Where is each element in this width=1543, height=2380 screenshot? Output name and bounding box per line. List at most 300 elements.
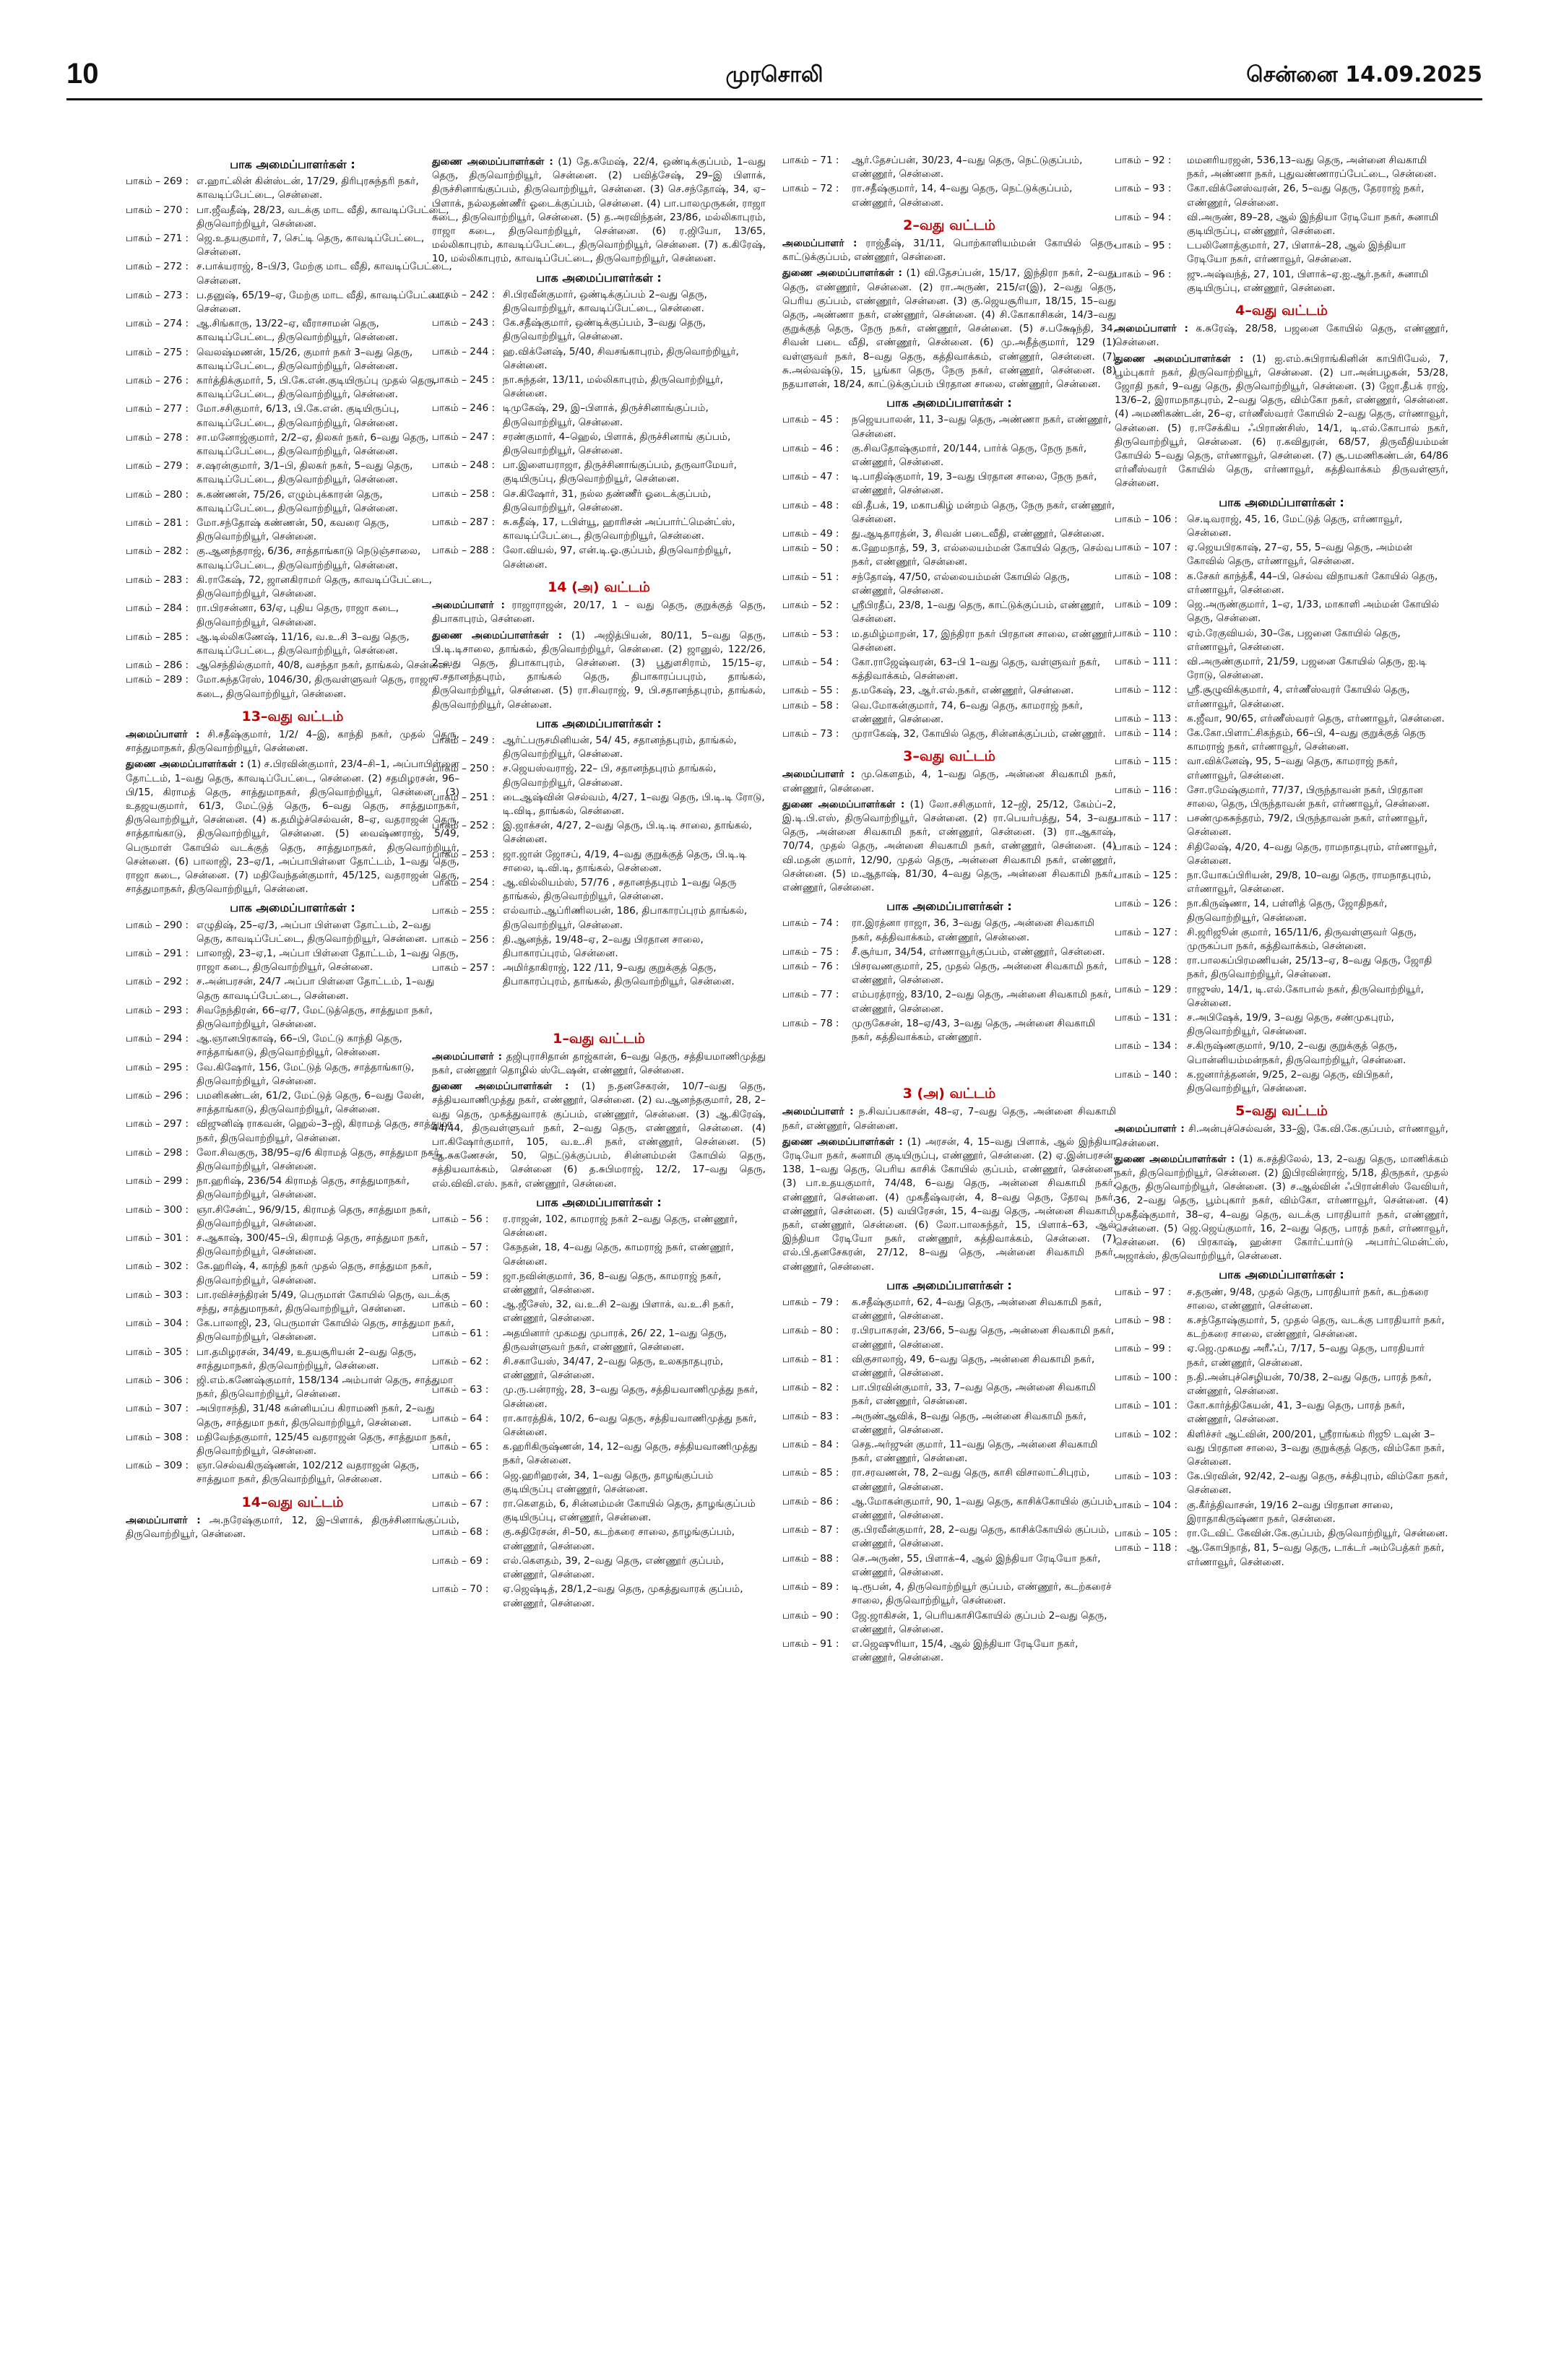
role-label: அமைப்பாளர் :	[782, 1106, 854, 1118]
ward-heading: 2–வது வட்டம்	[903, 217, 995, 233]
booth-number: பாகம் – 251 :	[432, 791, 496, 803]
booth-entry	[1115, 954, 1448, 982]
booth-number: பாகம் – 116 :	[1115, 784, 1178, 796]
role-label: துணை அமைப்பாளர்கள் :	[1115, 1153, 1235, 1165]
booth-agent: ப.தனுஷ், 65/19–ஏ, மேற்கு மாட வீதி, காவடிப்பேட்டை, சென்னை.	[196, 289, 449, 316]
booth-entry	[1115, 182, 1448, 209]
booth-entry	[432, 1583, 766, 1610]
booth-number: பாகம் – 300 :	[126, 1203, 189, 1216]
booth-entry	[782, 960, 1116, 987]
role-label: துணை அமைப்பாளர்கள் :	[432, 156, 553, 168]
booth-agent: ம.தமிழ்மாறன், 17, இந்திரா நகர் பிரதான சாலை, எண்ணூர், சென்னை.	[852, 628, 1116, 654]
booth-agent: பா.தமிழரசன், 34/49, உதயசூரியன் 2–வது தெரு, சாத்துமாநகர், திருவொற்றியூர், சென்னை.	[196, 1346, 417, 1372]
booth-entry	[1115, 1470, 1448, 1497]
booth-entry	[432, 430, 766, 458]
booth-entry	[432, 1526, 766, 1553]
booth-agent: ரா.டேவிட் கேவின்.கே.குப்பம், திருவொற்றியூர், சென்னை.	[1187, 1528, 1448, 1540]
booth-number: பாகம் – 113 :	[1115, 712, 1178, 724]
booth-agent: ச.அபிஷேக், 19/9, 3–வது தெரு, சண்முகபுரம், திருவொற்றியூர், சென்னை.	[1187, 1011, 1394, 1038]
booth-entry	[782, 1466, 1116, 1494]
booth-agent: மமனரியரஜன், 536,13–வது தெரு, அன்னை சிவகாமி நகர், அண்ணா நகர், புதுவண்ணாரப்பேட்டை, சென்னை.	[1187, 155, 1437, 181]
booth-number: பாகம் – 86 :	[782, 1495, 839, 1507]
booth-number: பாகம் – 51 :	[782, 571, 839, 583]
booth-number: பாகம் – 105 :	[1115, 1528, 1178, 1540]
booth-number: பாகம் – 271 :	[126, 233, 189, 245]
booth-agent: ச.தருண், 9/48, முதல் தெரு, பாரதியார் நகர், கடற்கரை சாலை, எண்ணூர், சென்னை.	[1187, 1286, 1429, 1312]
booth-agent: க.ஹேமநாத், 59, 3, எல்லையம்மன் கோயில் தெரு, செல்வ நகர், எண்ணூர், சென்னை.	[852, 542, 1113, 568]
booth-entry	[126, 374, 459, 402]
booth-agent: ஞா.செல்வகிருஷ்ணன், 102/212 வதராஜன் தெரு, சாத்துமா நகர், திருவொற்றியூர், சென்னை.	[196, 1460, 420, 1486]
ward-heading: 4–வது வட்டம்	[1235, 303, 1328, 319]
booth-agent: சிவநேந்திரன், 66–ஏ/7, மேட்டுத்தெரு, சாத்துமா நகர், திருவொற்றியூர், சென்னை.	[196, 1004, 433, 1030]
booth-entry	[782, 684, 1116, 698]
booth-entry	[1115, 1399, 1448, 1427]
booth-entry	[432, 876, 766, 904]
booth-agent: ஜா.நவின்குமார், 36, 8–வது தெரு, காமராஜ் நகர், எண்ணூர், சென்னை.	[503, 1270, 722, 1297]
booth-entry	[126, 317, 459, 345]
role-label: அமைப்பாளர் :	[432, 600, 505, 612]
booth-agent: பா.ரவிச்சந்திரன் 5/49, பெருமாள் கோயில் தெரு, வடக்கு சந்து, சாத்துமாநகர், திருவொற்றியூர், சென்னை.	[196, 1289, 450, 1315]
booth-entry	[1115, 1011, 1448, 1039]
section-heading: பாக அமைப்பாளர்கள் :	[536, 270, 662, 285]
booth-number: பாகம் – 64 :	[432, 1412, 489, 1424]
booth-entry	[782, 656, 1116, 683]
booth-agent: முருகேசன், 18–ஏ/43, 3–வது தெரு, அன்னை சிவகாமி நகர், கத்திவாக்கம், எண்ணூர்.	[852, 1017, 1096, 1043]
booth-entry	[126, 1317, 459, 1344]
booth-number: பாகம் – 134 :	[1115, 1040, 1178, 1052]
booth-agent: டிமுகேஷ், 29, இ–பிளாக், திருச்சினாங்குப்பம், திருவொற்றியூர், சென்னை.	[503, 402, 709, 428]
booth-agent: கே.கோ.பிளாட்சிகந்தம், 66–பி, 4–வது குறுக்குத் தெரு காமராஜ் நகர், எர்ணாவூர், சென்னை.	[1187, 727, 1426, 753]
booth-agent: ஆ.ஞானபிரகாஷ், 66–பி, மேட்டு காந்தி தெரு, சாத்தாங்காடு, திருவொற்றியூர், சென்னை.	[196, 1033, 402, 1059]
booth-agent: கேநதன், 18, 4–வது தெரு, காமராஜ் நகர், எண்ணூர், சென்னை.	[503, 1242, 734, 1268]
booth-agent: இ.ஜாக்சன், 4/27, 2–வது தெரு, பி.டி.டி சாலை, தாங்கல், சென்னை.	[503, 820, 753, 846]
booth-entry	[126, 346, 459, 373]
booth-number: பாகம் – 282 :	[126, 545, 189, 558]
appointee-text: (1) ந.தனசேகரன், 10/7–வது தெரு, சத்தியவாணிமுத்து நகர், எண்ணூர், சென்னை. (2) வ.ஆனந்தகுமார், 28, 2–வது தெரு, முகத்துவாரக் குப்பம், எண்ணூர், சென்னை. (3) ஆ.கிரேஷ், 44/44, திருவள்ளுவர் நகர், 2–வது தெரு, எண்ணூர், சென்னை. (4) பா.கிஷோர்குமார், 105, வ.உ.சி நகர், எண்ணூர், சென்னை. (5) ஆ.சுகணேசன், 50, நெட்டுக்குப்பம், சின்னம்மன் கோயில் தெரு, சத்தியவாக்கம், சென்னை (6) த.சுபிமராஜ், 12/2, 17–வது தெரு, எல்.விவி.எஸ். நகர், எண்ணூர், சென்னை.	[432, 1081, 766, 1190]
booth-agent: ச.கிருஷ்ணகுமார், 9/10, 2–வது குறுக்குத் தெரு, பொன்னியம்மன்நகர், திருவொற்றியூர், சென்னை.	[1187, 1040, 1406, 1066]
booth-agent: சா.மனோஜ்குமார், 2/2–ஏ, திலகர் நகர், 6–வது தெரு, காவடிப்பேட்டை, திருவொற்றியூர், சென்னை.	[196, 431, 429, 458]
booth-entry	[782, 1495, 1116, 1523]
booth-number: பாகம் – 57 :	[432, 1242, 489, 1254]
booth-number: பாகம் – 124 :	[1115, 841, 1178, 853]
booth-entry	[432, 1355, 766, 1382]
booth-number: பாகம் – 60 :	[432, 1299, 489, 1311]
appointee-text: ராஜ்தீஷ், 31/11, பொற்காளியம்மன் கோயில் தெரு, காட்டுக்குப்பம், எண்ணூர், சென்னை.	[782, 238, 1116, 264]
booth-agent: ஞா.சிசேன்ட், 96/9/15, கிராமத் தெரு, சாத்துமா நகர், திருவொற்றியூர், சென்னை.	[196, 1203, 431, 1229]
appointee-paragraph	[432, 1050, 766, 1078]
booth-number: பாகம் – 67 :	[432, 1498, 489, 1510]
appointee-paragraph	[432, 599, 766, 626]
booth-number: பாகம் – 102 :	[1115, 1428, 1178, 1440]
booth-agent: வெலஷ்மணன், 15/26, குமார் நகர் 3–வது தெரு, காவடிப்பேட்டை, திருவொற்றியூர், சென்னை.	[196, 346, 413, 372]
booth-number: பாகம் – 104 :	[1115, 1499, 1178, 1511]
booth-entry	[126, 659, 459, 672]
booth-number: பாகம் – 50 :	[782, 542, 839, 555]
booth-agent: கு.பிரவீன்குமார், 28, 2–வது தெரு, காசிக்கோயில் குப்பம், எண்ணூர், சென்னை.	[852, 1524, 1110, 1550]
booth-number: பாகம் – 106 :	[1115, 513, 1178, 525]
role-label: துணை அமைப்பாளர்கள் :	[126, 758, 244, 771]
booth-entry	[1115, 869, 1448, 896]
booth-agent: விகுசாலாஜ், 49, 6–வது தெரு, அன்னை சிவகாமி நகர், எண்ணூர், சென்னை.	[852, 1353, 1095, 1380]
booth-agent: கார்த்திக்குமார், 5, பி.கே.என்.குடியிருப்பு முதல் தெரு, காவடிப்பேட்டை, திருவொற்றியூர், சென்னை.	[196, 375, 436, 401]
appointee-paragraph	[782, 267, 1116, 391]
booth-entry	[1115, 598, 1448, 626]
booth-agent: ஆ.டில்லிகணேஷ், 11/16, வ.உ.சி 3–வது தெரு, காவடிப்பேட்டை, திருவொற்றியூர், சென்னை.	[196, 631, 410, 657]
booth-number: பாகம் – 248 :	[432, 459, 496, 472]
booth-agent: ச.ஷரன்குமார், 3/1–பி, திலகர் நகர், 5–வது தெரு, காவடிப்பேட்டை, திருவொற்றியூர், சென்னை.	[196, 460, 413, 486]
booth-entry	[126, 1061, 459, 1089]
booth-entry	[126, 631, 459, 658]
booth-number: பாகம் – 297 :	[126, 1118, 189, 1130]
booth-entry	[782, 988, 1116, 1016]
booth-agent: டபலினோத்குமார், 27, பிளாக்–28, ஆல் இந்தியா ரேடியோ நகர், எர்ணாவூர், சென்னை.	[1187, 240, 1406, 266]
booth-entry	[126, 574, 459, 601]
booth-number: பாகம் – 242 :	[432, 288, 496, 300]
booth-entry	[126, 1289, 459, 1316]
booth-entry	[432, 819, 766, 847]
booth-entry	[1115, 841, 1448, 868]
booth-number: பாகம் – 61 :	[432, 1327, 489, 1339]
appointee-paragraph	[126, 758, 459, 896]
booth-number: பாகம் – 110 :	[1115, 627, 1178, 639]
booth-number: பாகம் – 288 :	[432, 545, 496, 557]
booth-agent: நா.சுந்தன், 13/11, மல்லிகாபுரம், திருவொற்றியூர், சென்னை.	[503, 374, 724, 400]
booth-number: பாகம் – 100 :	[1115, 1371, 1178, 1383]
booth-entry	[126, 1203, 459, 1231]
booth-number: பாகம் – 296 :	[126, 1090, 189, 1102]
booth-entry	[1115, 755, 1448, 782]
booth-entry	[126, 1146, 459, 1174]
section-heading: பாக அமைப்பாளர்கள் :	[1219, 1268, 1344, 1282]
booth-agent: ரா.காரத்திக், 10/2, 6–வது தெரு, சத்தியவாணிமுத்து நகர், சென்னை.	[503, 1412, 757, 1439]
appointee-text: (1) ச.பிரவின்குமார், 23/4–சி–1, அப்பாபிள்ளை தோட்டம், 1–வது தெரு, காவடிப்பேட்டை, சென்னை. (2) சதமிழரசன், 96–பி/15, கிராமத் தெரு, சாத்துமாநகர், திருவொற்றியூர், சென்னை. (3) உதஜயகுமார், 61/3, மேட்டுத் தெரு, 6–வது தெரு, சாத்துமாநகர், திருவொற்றியூர், சென்னை. (4) க.தமிழ்ச்செல்வன், 8–ஏ, வதராஜன் தெரு, சாத்தாங்காடு, திருவொற்றியூர், சென்னை. (5) வைஷ்ணராஜ், 5/49, பெருமாள் கோயில் வடக்குத் தெரு, சாத்துமாநகர், திருவொற்றியூர், சென்னை. (6) பாலாஜி, 23–ஏ/1, அப்பாபிள்ளை தோட்டம், 1–வது தெரு, ராஜா கடை, சென்னை. (7) மதிவேந்தன்குமார், 45/125, வதராஜன் தெரு, சாத்துமாநகர், திருவொற்றியூர், சென்னை.	[126, 758, 459, 896]
booth-entry	[782, 1017, 1116, 1044]
booth-entry	[782, 1324, 1116, 1351]
booth-agent: க.ஜீவா, 90/65, எர்ணீஸ்வரர் தெரு, எர்ணாவூர், சென்னை.	[1187, 712, 1445, 724]
booth-agent: ஸ்ரீபிரதீப், 23/8, 1–வது தெரு, காட்டுக்குப்பம், எண்ணூர், சென்னை.	[852, 600, 1105, 626]
booth-number: பாகம் – 56 :	[432, 1213, 489, 1226]
booth-agent: சு.கண்ணன், 75/26, எழும்புக்காரன் தெரு, காவடிப்பேட்டை, திருவொற்றியூர், சென்னை.	[196, 488, 398, 514]
appointee-paragraph	[1115, 1153, 1448, 1264]
booth-number: பாகம் – 72 :	[782, 183, 839, 195]
booth-number: பாகம் – 46 :	[782, 442, 839, 454]
role-label: அமைப்பாளர் :	[126, 728, 200, 740]
booth-entry	[782, 917, 1116, 944]
booth-entry	[1115, 211, 1448, 238]
booth-entry	[432, 373, 766, 401]
booth-agent: சி.சகாயேஸ், 34/47, 2–வது தெரு, உலகநாதபுரம், எண்ணூர், சென்னை.	[503, 1356, 724, 1382]
booth-agent: சோ.ரமேஷ்குமார், 77/37, பிருந்தாவன் நகர், பிரதான சாலை, தெரு, பிருந்தாவன் நகர், எர்ணாவூர், சென்னை.	[1187, 784, 1430, 810]
booth-agent: பா.இளையராஜா, திருச்சினாங்குப்பம், தருவாமேயர், குடியிருப்பு, திருவொற்றியூர், சென்னை.	[503, 459, 737, 485]
appointee-paragraph	[1115, 352, 1448, 491]
booth-number: பாகம் – 66 :	[432, 1469, 489, 1481]
booth-agent: வி.அருண்குமார், 21/59, பஜனை கோயில் தெரு, ஐ.டி ரோடு, சென்னை.	[1187, 655, 1427, 682]
booth-number: பாகம் – 289 :	[126, 674, 189, 686]
booth-agent: கிளிச்சர் ஆட்வின், 200/201, ஸ்ரீராங்கம் ரிஜூ டவுன் 3–வது பிரதான சாலை, 3–வது குறுக்குத் தெரு, விம்கோ நகர், சென்னை.	[1187, 1428, 1445, 1468]
booth-entry	[782, 542, 1116, 569]
booth-number: பாகம் – 98 :	[1115, 1315, 1172, 1327]
booth-number: பாகம் – 127 :	[1115, 926, 1178, 938]
booth-agent: க.ஜனார்த்தனன், 9/25, 2–வது தெரு, விபிநகர், திருவொற்றியூர், சென்னை.	[1187, 1068, 1393, 1094]
booth-agent: ஏ.ஜெ.முகமது அரீஃப், 7/17, 5–வது தெரு, பாரதியார் நகர், எண்ணூர், சென்னை.	[1187, 1343, 1425, 1369]
booth-entry	[432, 1383, 766, 1411]
spacer	[782, 1045, 1116, 1078]
booth-agent: ஹ.விக்னேஷ், 5/40, சிவசங்காபுரம், திருவொற்றியூர், சென்னை.	[503, 345, 739, 371]
booth-number: பாகம் – 88 :	[782, 1552, 839, 1565]
booth-number: பாகம் – 304 :	[126, 1317, 189, 1330]
booth-entry	[782, 699, 1116, 727]
booth-agent: மதிவேந்தகுமார், 125/45 வதராஜன் தெரு, சாத்துமா நகர், திருவொற்றியூர், சென்னை.	[196, 1431, 451, 1458]
booth-number: பாகம் – 93 :	[1115, 183, 1172, 195]
booth-entry	[782, 413, 1116, 441]
column-4	[1115, 153, 1448, 2342]
booth-number: பாகம் – 81 :	[782, 1353, 839, 1365]
section-heading: பாக அமைப்பாளர்கள் :	[886, 1278, 1012, 1292]
booth-agent: செத.அர்ஜுன் குமார், 11–வது தெரு, அன்னை சிவகாமி நகர், எண்ணூர், சென்னை.	[852, 1439, 1098, 1465]
booth-agent: கே.பாலாஜி, 23, பெருமாள் கோயில் தெரு, சாத்துமா நகர், திருவொற்றியூர், சென்னை.	[196, 1317, 454, 1343]
booth-entry	[126, 1117, 459, 1145]
booth-number: பாகம் – 255 :	[432, 905, 496, 917]
booth-entry	[126, 1232, 459, 1259]
booth-agent: வி.தீபக், 19, மகாபகிழ் மன்றம் தெரு, நேரு நகர், எண்ணூர், சென்னை.	[852, 499, 1115, 525]
booth-agent: கு.ஆனந்தராஜ், 6/36, சாத்தாங்காடு நெடுஞ்சாலை, காவடிப்பேட்டை, திருவொற்றியூர், சென்னை.	[196, 545, 421, 571]
booth-number: பாகம் – 275 :	[126, 346, 189, 358]
booth-agent: கே.சதீஷ்குமார், ஒண்டிக்குப்பம், 3–வது தெரு, திருவொற்றியூர், சென்னை.	[503, 317, 706, 343]
masthead	[66, 58, 1482, 97]
booth-number: பாகம் – 293 :	[126, 1004, 189, 1016]
booth-entry	[126, 289, 459, 316]
booth-agent: ஏம்.ரேகுவியல், 30–கே, பஜனை கோயில் தெரு, எர்ணாவூர், சென்னை.	[1187, 627, 1401, 653]
booth-number: பாகம் – 302 :	[126, 1260, 189, 1273]
booth-entry	[1115, 1286, 1448, 1313]
booth-entry	[432, 1270, 766, 1297]
booth-number: பாகம் – 247 :	[432, 430, 496, 443]
booth-agent: எழுதிஷ், 25–ஏ/3, அப்பா பிள்ளை தோட்டம், 2–வது தெரு, காவடிப்பேட்டை, திருவொற்றியூர், சென்னை.	[196, 919, 431, 945]
booth-entry	[432, 516, 766, 543]
booth-agent: பசண்முகசுந்தரம், 79/2, பிருந்தாவன் நகர், எர்ணாவூர், சென்னை.	[1187, 813, 1428, 839]
booth-number: பாகம் – 89 :	[782, 1581, 839, 1593]
booth-agent: ஆ.கோபிநாத், 81, 5–வது தெரு, டாக்டர் அம்பேத்கர் நகர், எர்ணாவூர், சென்னை.	[1187, 1542, 1445, 1568]
booth-agent: ரா.சதீஷ்குமார், 14, 4–வது தெரு, நெட்டுக்குப்பம், எண்ணூர், சென்னை.	[852, 183, 1073, 209]
booth-agent: ஜெ.உதயகுமார், 7, செட்டி தெரு, காவடிப்பேட்டை, சென்னை.	[196, 233, 425, 259]
booth-entry	[126, 1374, 459, 1401]
booth-agent: லோ.வியல், 97, என்.டி.ஓ.குப்பம், திருவொற்றியூர், சென்னை.	[503, 545, 732, 571]
booth-agent: சி.பிரவீன்குமார், ஒண்டிக்குப்பம் 2–வது தெரு, திருவொற்றியூர், காவடிப்பேட்டை, சென்னை.	[503, 288, 707, 315]
booth-number: பாகம் – 307 :	[126, 1403, 189, 1415]
booth-entry	[1115, 1342, 1448, 1369]
booth-entry	[432, 488, 766, 515]
booth-entry	[126, 975, 459, 1003]
booth-entry	[432, 1497, 766, 1525]
booth-number: பாகம் – 243 :	[432, 317, 496, 329]
section-heading: பாக அமைப்பாளர்கள் :	[536, 716, 662, 730]
booth-entry	[782, 1552, 1116, 1580]
booth-number: பாகம் – 257 :	[432, 962, 496, 974]
appointee-text: (1) தே.கமேஷ், 22/4, ஒண்டிக்குப்பம், 1–வது தெரு, திருவொற்றியூர், சென்னை. (2) பவித்சேஷ், 29–இ பிளாக், திருச்சினாங்குப்பம், திருவொற்றியூர், சென்னை. (3) செ.சந்தோஷ், 34, ஏ– பிளாக், நல்லதண்ணீர் ஓடைக்குப்பம், சென்னை. (4) பா.பாலமுருகன், ராஜா கடை, திருவொற்றியூர், சென்னை. (5) த.அரவிந்தன், 23/86, மல்லிகாபுரம், ராஜா கடை, திருவொற்றியூர், சென்னை. (6) ர.ஜியோ, 13/65, மல்லிகாபுரம், காவடிப்பேட்டை, திருவொற்றியூர், சென்னை. (7) க.கிரேஷ், 10, மல்லிகாபுரம், காவடிப்பேட்டை, திருவொற்றியூர், சென்னை.	[432, 156, 766, 265]
booth-number: பாகம் – 287 :	[432, 516, 496, 529]
booth-entry	[782, 571, 1116, 598]
booth-agent: தி.ஆனந்த், 19/48–ஏ, 2–வது பிரதான சாலை, திபாகாரப்புரம், சென்னை.	[503, 933, 704, 959]
booth-agent: மோ.சந்தோஷ் கண்ணன், 50, கவரை தெரு, திருவொற்றியூர், சென்னை.	[196, 517, 389, 543]
appointee-text: சி.சதீஷ்குமார், 1/2/ 4–இ, காந்தி நகர், முதல் தெரு, சாத்துமாநகர், திருவொற்றியூர், சென்னை.	[126, 728, 459, 755]
booth-agent: லோ.சிவகுரு, 38/95–ஏ/6 கிராமத் தெரு, சாத்துமா நகர், திருவொற்றியூர், சென்னை.	[196, 1146, 442, 1173]
booth-number: பாகம் – 285 :	[126, 631, 189, 643]
appointee-text: (1) க.சத்திலேல், 13, 2–வது தெரு, மாணிக்கம் நகர், திருவொற்றியூர், சென்னை. (2) இபிரவின்ராஜ், 5/18, திருநகர், முதல் தெரு, திருவொற்றியூர், சென்னை. (3) ச.ஆல்வின் ஃபிரான்சிஸ் வேவியர், 36, 2–வது தெரு, பூம்புகார் நகர், விம்கோ, எர்ணாவூர், சென்னை. (4) முகதீஷ்குமார், 38–ஏ, 4–வது தெரு, வடக்கு பாரதியார் நகர், எண்ணூர், சென்னை. (5) ஜெ.ஜெய்குமார், 16, 2–வது தெரு, பாரத் நகர், எர்ணாவூர், சென்னை. (6) பிரகாஷ், ஹன்சா கோர்ட்யார்டு அபார்ட்மென்ட்ஸ், அஜாக்ஸ், திருவொற்றியூர், சென்னை.	[1115, 1153, 1448, 1263]
appointee-text: (1) ஐ.எம்.சுபிராங்கினின் காபிரியேல், 7, பூம்புகார் நகர், திருவொற்றியூர், சென்னை. (2) பா.அன்பழகன், 53/28, ஜோதி நகர், 9–வது தெரு, திருவொற்றியூர், சென்னை. (3) ஜோ.தீபக் ராஜ், 13/6–2, இராமநாதபுரம், 2–வது தெரு, விம்கோ நகர், எண்ணூர், சென்னை. (4) அமணிகண்டன், 26–ஏ, எர்ணீஸ்வரர் கோயில் 2–வது தெரு, எர்ணாவூர், சென்னை. (5) ர.ஈசேக்கிய ஃபிராண்சிஸ், 14/1, டி.எல்.கோபால் நகர், திருவொற்றியூர், சென்னை. (6) ர.கவிதுரன், 68/57, திருவீதியம்மன் கோயில் 5–வது தெரு, எர்ணாவூர், சென்னை. (7) சூ.பமணிகண்டன், 64/86 எர்னீஸ்வரர் கோயில் தெரு, எர்ணாவூர், கத்திவாக்கம் திருவள்ளூர், சென்னை.	[1115, 352, 1448, 490]
booth-agent: கு.சிவதோஷ்குமார், 20/144, பார்க் தெரு, நேரு நகர், எண்ணூர், சென்னை.	[852, 442, 1087, 469]
booth-number: பாகம் – 126 :	[1115, 898, 1178, 910]
booth-entry	[126, 1089, 459, 1117]
booth-number: பாகம் – 92 :	[1115, 155, 1172, 166]
booth-number: பாகம் – 244 :	[432, 345, 496, 358]
booth-entry	[126, 1174, 459, 1202]
booth-entry	[1115, 983, 1448, 1011]
appointee-text: (1) வி.தேசப்பன், 15/17, இந்திரா நகர், 2–வது தெரு, எண்ணூர், சென்னை. (2) ரா.அருண், 215/எ(இ), 2–வது தெரு, பெரிய குப்பம், எண்ணூர், சென்னை. (3) கு.ஜெயசூரியா, 18/15, 15–வது தெரு, அண்ணா நகர், எண்ணூர், சென்னை. (4) சி.கோகாசிகன், 14/3–வது குறுக்குத் தெரு, நேரு நகர், எண்ணூர், சென்னை. (5) ச.பக்ஷேந்தி, 34, சிவன் படை வீதி, எண்ணூர், சென்னை. (6) மு.அதீத்குமார், 129 (1) வள்ளுவர் நகர், 8–வது தெரு, கத்திவாக்கம், எண்ணூர், சென்னை. (7) சு.அல்வஷ்டு, 15, பூங்கா தெரு, நேரு நகர், எண்ணூர், சென்னை. (8) நதயாளன், 18/24, காட்டுக்குப்பம் பிரதான சாலை, எண்ணூர், சென்னை.	[782, 267, 1116, 391]
booth-agent: கோ.விக்னேஸ்வரன், 26, 5–வது தெரு, தேரராஜ் நகர், எண்ணூர், சென்னை.	[1187, 183, 1425, 209]
booth-entry	[126, 1032, 459, 1060]
booth-entry	[1115, 1371, 1448, 1398]
booth-number: பாகம் – 258 :	[432, 488, 496, 500]
booth-agent: க.சந்தோஷ்குமார், 5, முதல் தெரு, வடக்கு பாரதியார் நகர், கடற்கரை சாலை, எண்ணூர், சென்னை.	[1187, 1315, 1445, 1341]
booth-number: பாகம் – 303 :	[126, 1289, 189, 1301]
booth-agent: அபிராசந்தி, 31/48 கன்னியப்ப கிராமணி நகர், 2–வது தெரு, சாத்துமா நகர், திருவொற்றியூர், சென்னை.	[196, 1403, 435, 1429]
booth-entry	[1115, 1039, 1448, 1067]
booth-number: பாகம் – 249 :	[432, 734, 496, 746]
booth-number: பாகம் – 291 :	[126, 947, 189, 959]
booth-agent: கு.கீர்த்திவாசன், 19/16 2–வது பிரதான சாலை, இராதாகிருஷ்ணா நகர், சென்னை.	[1187, 1499, 1393, 1525]
booth-agent: மு.ரு.பன்ராஜ், 28, 3–வது தெரு, சத்தியவாணிமுத்து நகர், சென்னை.	[503, 1384, 758, 1410]
role-label: அமைப்பாளர் :	[782, 238, 857, 250]
booth-agent: நா.யோகப்பிரியன், 29/8, 10–வது தெரு, ராமநாதபுரம், எர்ணாவூர், சென்னை.	[1187, 869, 1432, 896]
booth-agent: டி.ரூபன், 4, திருவொற்றியூர் குப்பம், எண்ணூர், கடற்கரைச் சாலை, திருவொற்றியூர், சென்னை.	[852, 1581, 1112, 1607]
booth-number: பாகம் – 278 :	[126, 431, 189, 443]
booth-agent: ரா.பிரசன்னா, 63/ஏ, புதிய தெரு, ராஜா கடை, திருவொற்றியூர், சென்னை.	[196, 602, 399, 628]
booth-number: பாகம் – 254 :	[432, 876, 496, 888]
booth-number: பாகம் – 272 :	[126, 261, 189, 273]
booth-number: பாகம் – 69 :	[432, 1554, 489, 1567]
booth-entry	[432, 734, 766, 761]
booth-agent: சி.ஜரிஜூன் குமார், 165/11/6, திருவள்ளுவர் தெரு, முருகப்பா நகர், கத்திவாக்கம், சென்னை.	[1187, 926, 1417, 952]
booth-entry	[432, 544, 766, 571]
booth-entry	[782, 1296, 1116, 1323]
booth-agent: பா.பிரவின்குமார், 33, 7–வது தெரு, அன்னை சிவகாமி நகர், எண்ணூர், சென்னை.	[852, 1382, 1097, 1408]
booth-entry	[126, 459, 459, 487]
ward-heading: 1–வது வட்டம்	[553, 1030, 645, 1047]
booth-number: பாகம் – 129 :	[1115, 983, 1178, 995]
appointee-text: தஜிபுராசிதான் தாஜ்கான், 6–வது தெரு, சத்தியமாணிமுத்து நகர், எண்ணூர் தொழில் ஸ்டேஷன், எண்ணூர், சென்னை.	[432, 1050, 766, 1076]
booth-agent: முராகேஷ், 32, கோயில் தெரு, சின்னக்குப்பம், எண்ணூர்.	[852, 727, 1106, 740]
section-heading: பாக அமைப்பாளர்கள் :	[230, 901, 355, 915]
booth-entry	[1115, 239, 1448, 267]
booth-entry	[126, 602, 459, 629]
booth-entry	[126, 947, 459, 974]
booth-agent: ர.ராஜன், 102, காமராஜ் நகர் 2–வது தெரு, எண்ணூர், சென்னை.	[503, 1213, 738, 1239]
booth-number: பாகம் – 299 :	[126, 1175, 189, 1187]
booth-entry	[126, 1402, 459, 1429]
booth-entry	[1115, 655, 1448, 683]
role-label: துணை அமைப்பாளர்கள் :	[432, 1081, 569, 1093]
booth-entry	[782, 182, 1116, 209]
booth-agent: கோ.ராஜேஷ்வரன், 63–பி 1–வது தெரு, வள்ளுவர் நகர், கத்திவாக்கம், சென்னை.	[852, 656, 1101, 683]
booth-entry	[126, 1346, 459, 1373]
booth-number: பாகம் – 305 :	[126, 1346, 189, 1358]
booth-number: பாகம் – 62 :	[432, 1356, 489, 1368]
booth-agent: கே.ஹரிஷ், 4, காந்தி நகர் முதல் தெரு, சாத்துமா நகர், திருவொற்றியூர், சென்னை.	[196, 1260, 432, 1286]
booth-number: பாகம் – 70 :	[432, 1583, 489, 1596]
appointee-text: ராஜாராஜன், 20/17, 1 – வது தெரு, குறுக்குத் தெரு, திபாகாபுரம், சென்னை.	[432, 600, 766, 626]
booth-agent: செ.கிஷோர், 31, நல்ல தண்ணீர் ஓடைக்குப்பம், திருவொற்றியூர், சென்னை.	[503, 488, 712, 514]
booth-entry	[782, 154, 1116, 181]
role-label: அமைப்பாளர் :	[1115, 323, 1188, 335]
booth-number: பாகம் – 252 :	[432, 820, 496, 832]
booth-agent: ச.ஜெயஸ்வராஜ், 22– பி, சதானந்தபுரம் தாங்கல், திருவொற்றியூர், சென்னை.	[503, 763, 717, 789]
booth-agent: து.ஆடிதாரத்ன், 3, சிவன் படைவீதி, எண்ணூர், சென்னை.	[852, 528, 1105, 540]
booth-agent: எ.ஜெஷுரியா, 15/4, ஆல் இந்தியா ரேடியோ நகர், எண்ணூர், சென்னை.	[852, 1637, 1079, 1664]
booth-entry	[432, 904, 766, 932]
booth-number: பாகம் – 101 :	[1115, 1400, 1178, 1412]
booth-agent: ஜு.அஷ்வந்த், 27, 101, பிளாக்–ஏ.ஐ.ஆர்.நகர், சுனாமி குடியிருப்பு, எண்ணூர், சென்னை.	[1187, 268, 1429, 294]
booth-agent: ச.பாக்யராஜ், 8–பி/3, மேற்கு மாட வீதி, காவடிப்பேட்டை, சென்னை.	[196, 261, 452, 287]
booth-entry	[1115, 812, 1448, 839]
booth-agent: சு.கதீஷ், 17, டபிள்யூ, ஹாரிசன் அப்பார்ட்மென்ட்ஸ், காவடிப்பேட்டை, திருவொற்றியூர், சென்னை.	[503, 516, 735, 542]
booth-entry	[1115, 570, 1448, 597]
appointee-paragraph	[126, 728, 459, 756]
booth-agent: ஜெ.அருண்குமார், 1–ஏ, 1/33, மாகாளி அம்மன் கோயில் தெரு, சென்னை.	[1187, 599, 1440, 625]
booth-entry	[1115, 683, 1448, 711]
booth-entry	[782, 1410, 1116, 1437]
booth-number: பாகம் – 140 :	[1115, 1068, 1178, 1081]
booth-number: பாகம் – 55 :	[782, 685, 839, 697]
booth-number: பாகம் – 45 :	[782, 414, 839, 426]
booth-number: பாகம் – 76 :	[782, 960, 839, 972]
booth-entry	[1115, 727, 1448, 754]
booth-number: பாகம் – 49 :	[782, 528, 839, 540]
booth-agent: பிசரவணகுமார், 25, முதல் தெரு, அன்னை சிவகாமி நகர், எண்ணூர், சென்னை.	[852, 960, 1107, 987]
booth-number: பாகம் – 91 :	[782, 1637, 839, 1650]
appointee-text: (1) லோ.சசிகுமார், 12–ஜி, 25/12, கேம்ப்–2, இ.டி.பி.எஸ், திருவொற்றியூர், சென்னை. (2) ரா.பெயர்பத்து, 54, 3–வது தெரு, அன்னை சிவகாமி நகர், எண்ணூர், சென்னை. (3) ரா.ஆகாஷ், 70/74, முதல் தெரு, அன்னை சிவகாமி நகர், எண்ணூர், சென்னை. (4) வி.மதன் குமார், 12/90, முதல் தெரு, அன்னை சிவகாமி நகர், எண்ணூர், சென்னை. (5) ம.ஆதாஷ், 81/30, 4–வது தெரு, அன்னை சிவகாமி நகர், எண்ணூர், சென்னை.	[782, 798, 1116, 893]
booth-number: பாகம் – 256 :	[432, 933, 496, 945]
booth-entry	[432, 1327, 766, 1354]
ward-heading: 14 (அ) வட்டம்	[548, 579, 650, 595]
booth-number: பாகம் – 111 :	[1115, 655, 1178, 667]
booth-entry	[782, 945, 1116, 959]
booth-entry	[1115, 1428, 1448, 1470]
appointee-text: சி.அன்புச்செல்வன், 33–இ, கே.வி.கே.குப்பம், எர்ணாவூர், சென்னை.	[1115, 1123, 1448, 1149]
booth-entry	[782, 442, 1116, 469]
booth-agent: மோ.சுந்தரேஸ், 1046/30, திருவள்ளுவர் தெரு, ராஜா கடை, திருவொற்றியூர், சென்னை.	[196, 674, 433, 700]
appointee-paragraph	[1115, 322, 1448, 350]
booth-entry	[782, 527, 1116, 541]
booth-agent: ஜே.ஜாகிசன், 1, பெரியகாசிகோயில் குப்பம் 2–வது தெரு, எண்ணூர், சென்னை.	[852, 1609, 1107, 1635]
appointee-paragraph	[1115, 1122, 1448, 1150]
booth-entry	[126, 516, 459, 544]
column-1	[126, 153, 459, 2342]
booth-number: பாகம் – 97 :	[1115, 1286, 1172, 1298]
booth-agent: ஆ.சிங்காரு, 13/22–ஏ, வீராசாமன் தெரு, காவடிப்பேட்டை, திருவொற்றியூர், சென்னை.	[196, 318, 398, 344]
booth-entry	[432, 848, 766, 875]
booth-number: பாகம் – 77 :	[782, 989, 839, 1001]
booth-entry	[782, 1580, 1116, 1608]
booth-number: பாகம் – 292 :	[126, 976, 189, 988]
appointee-paragraph	[782, 237, 1116, 264]
booth-agent: சிதிலேஷ், 4/20, 4–வது தெரு, ராமநாதபுரம், எர்ணாவூர், சென்னை.	[1187, 841, 1438, 867]
booth-entry	[432, 1241, 766, 1268]
booth-entry	[782, 1353, 1116, 1380]
booth-agent: ச.ஆகாஷ், 300/45–பி, கிராமத் தெரு, சாத்துமா நகர், திருவொற்றியூர், சென்னை.	[196, 1232, 428, 1258]
section-heading: பாக அமைப்பாளர்கள் :	[886, 899, 1012, 914]
section-heading: பாக அமைப்பாளர்கள் :	[230, 157, 355, 171]
booth-number: பாகம் – 295 :	[126, 1061, 189, 1073]
